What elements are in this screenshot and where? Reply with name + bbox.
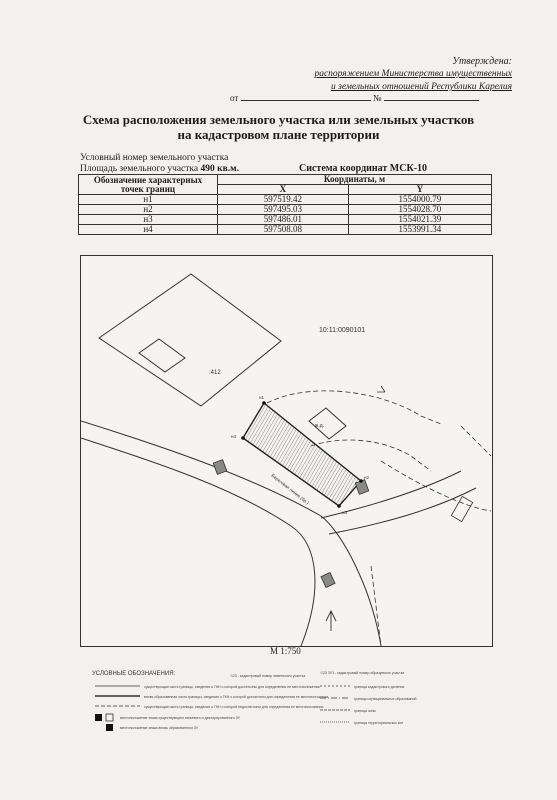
conditional-number: Условный номер земельного участка: [80, 153, 229, 163]
coordinates-table: [78, 174, 492, 235]
legend-symbol: [106, 724, 113, 731]
legend-title: УСЛОВНЫЕ ОБОЗНАЧЕНИЯ:: [92, 671, 176, 677]
x-cell: 597519.42: [218, 195, 349, 205]
approval-block: [314, 55, 512, 94]
node-marker: [241, 436, 245, 440]
legend-item: граница зоны: [354, 709, 376, 713]
node-marker: [359, 479, 363, 483]
parcel-412: [99, 274, 281, 406]
approval-title: Утверждена:: [452, 56, 512, 67]
order-from-label: от: [230, 93, 239, 103]
table-row: [79, 205, 492, 215]
legend-item: границы муниципальных образований: [354, 697, 417, 701]
approval-line-2: распоряжением Министерства имущественных: [314, 69, 512, 79]
order-number-label: №: [372, 93, 382, 103]
legend-item: местоположение знака существующего межевого и декларированного ЗУ: [120, 716, 240, 720]
table-row: [79, 215, 492, 225]
legend-symbol: [106, 714, 113, 721]
document-title: [0, 112, 557, 142]
header-point: Обозначение характерных точек границ: [79, 175, 218, 195]
cadastral-map: [80, 255, 493, 647]
dashed-boundary: [371, 566, 381, 646]
new-parcel: [243, 403, 361, 506]
area-label: Площадь земельного участка: [80, 164, 199, 174]
header-y: Y: [348, 185, 491, 195]
legend-item: существующая часть границы, сведения о ГКН о которой недостаточны для определения ее местоположения: [144, 705, 324, 709]
legend-item: существующая часть границы, сведения о ГКН о которой достаточны для определения ее местоположения: [144, 685, 320, 689]
node-label: н1: [259, 395, 264, 400]
building-in-412: [139, 339, 185, 372]
point-cell: н2: [79, 205, 218, 215]
node-label: н4: [231, 434, 236, 439]
parcel-meta: [80, 153, 239, 175]
shed: [213, 460, 227, 475]
parcel-number-label: :412: [209, 370, 221, 376]
map-scale: М 1:750: [270, 646, 301, 656]
legend: [80, 662, 495, 742]
table-row: [79, 195, 492, 205]
order-number-blank: [384, 92, 479, 101]
legend-item: :123 ЗУ1 - кадастровый номер образуемого участка: [320, 671, 405, 675]
node-label: н2: [364, 475, 369, 480]
y-cell: 1554021.39: [348, 215, 491, 225]
x-cell: 597495.03: [218, 205, 349, 215]
order-date-blank: [241, 92, 371, 101]
table-row: [79, 225, 492, 235]
map-drawing: [81, 256, 492, 646]
area-value: 490 кв.м.: [200, 164, 239, 174]
shed: [321, 572, 335, 587]
dashed-boundary: [267, 391, 441, 424]
north-arrow-icon: [326, 611, 336, 631]
y-cell: 1554000.79: [348, 195, 491, 205]
legend-item: :123 - кадастровый номер земельного участка: [230, 674, 306, 678]
point-cell: н1: [79, 195, 218, 205]
point-cell: н4: [79, 225, 218, 235]
road-label: Береговая линия (бр.): [270, 472, 310, 506]
title-line-1: Схема расположения земельного участка или земельных участков: [82, 112, 475, 127]
road-line: [81, 438, 315, 646]
node-marker: [262, 401, 266, 405]
y-cell: 1553991.34: [348, 225, 491, 235]
legend-drawing: [80, 662, 495, 742]
legend-item: вновь образованная часть границы, сведения о ГКН о которой достаточны для определения ее местоположения: [144, 695, 329, 699]
road-line: [81, 421, 381, 646]
coordinate-system: Система координат МСК-10: [299, 163, 428, 174]
legend-item: граница кадастрового деления: [354, 685, 405, 689]
legend-item: граница территориальных зон: [354, 721, 404, 725]
x-cell: 597486.01: [218, 215, 349, 225]
dashed-boundary: [461, 426, 491, 456]
north-arrow-icon: [377, 386, 385, 392]
header-coords: Координаты, м: [218, 175, 492, 185]
legend-symbol: [95, 714, 102, 721]
house-label: ж.д.: [315, 423, 325, 429]
point-cell: н3: [79, 215, 218, 225]
approval-line-3: и земельных отношений Республики Карелия: [331, 82, 512, 92]
y-cell: 1554028.70: [348, 205, 491, 215]
legend-item: местоположение знака вновь образованного ЗУ: [120, 726, 199, 730]
order-line: [230, 92, 479, 103]
node-marker: [337, 504, 341, 508]
dashed-boundary: [381, 461, 491, 511]
node-label: н3: [342, 510, 347, 515]
cadastral-block-label: 10:11:0090101: [319, 327, 366, 334]
title-line-2: на кадастровом плане территории: [177, 127, 380, 142]
header-x: X: [218, 185, 349, 195]
x-cell: 597508.08: [218, 225, 349, 235]
